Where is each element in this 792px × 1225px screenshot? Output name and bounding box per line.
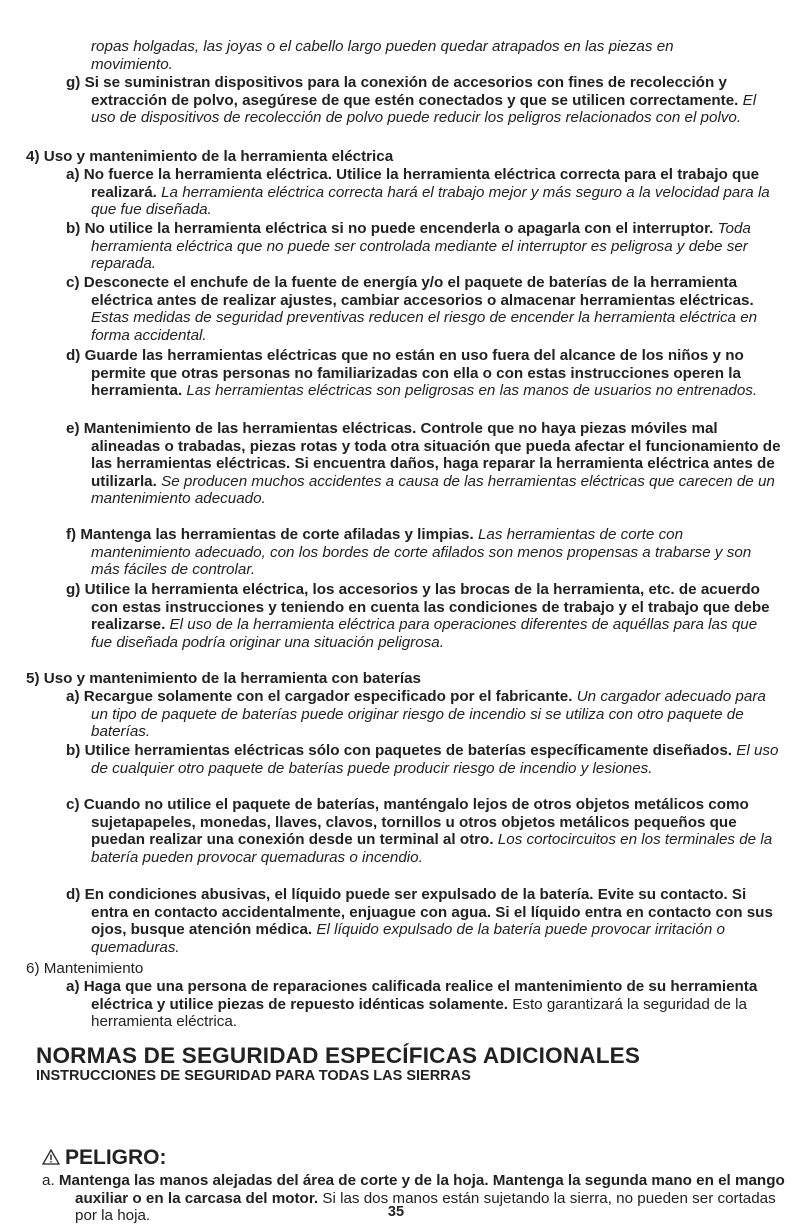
list-item: a) Haga que una persona de reparaciones calificada realice el mantenimiento de su herramienta eléctrica y utilice piezas de repuesto idénticas solamente. Esto garantizará la seguridad de la herramienta eléctrica. (66, 978, 758, 1031)
list-item: a. Mantenga las manos alejadas del área de corte y de la hoja. Mantenga la segunda mano en el mango auxiliar o en la carcasa del motor. Si las dos manos están sujetando la sierra, no pueden ser cortadas por la hoja. (42, 1172, 785, 1225)
normas-title: NORMAS DE SEGURIDAD ESPECÍFICAS ADICIONALES (36, 1043, 641, 1068)
section-heading: 6) Mantenimiento (26, 960, 144, 977)
section-heading: 5) Uso y mantenimiento de la herramienta con baterías (26, 670, 421, 687)
list-item: a) No fuerce la herramienta eléctrica. Utilice la herramienta eléctrica correcta para el trabajo que realizará. La herramienta eléctrica correcta hará el trabajo mejor y más seguro a la velocidad para la que fue diseñada. (66, 166, 770, 219)
list-item: d) Guarde las herramientas eléctricas que no están en uso fuera del alcance de los niños y no permite que otras personas no familiarizadas con ella o con estas instrucciones operen la herramienta. Las herramientas eléctricas son peligrosas en las manos de usuarios no entrenados. (66, 347, 758, 400)
section-heading: 4) Uso y mantenimiento de la herramienta eléctrica (26, 148, 394, 165)
page-number: 35 (387, 1204, 405, 1220)
normas-subtitle: INSTRUCCIONES DE SEGURIDAD PARA TODAS LAS SIERRAS (36, 1068, 471, 1084)
list-item: c) Desconecte el enchufe de la fuente de energía y/o el paquete de baterías de la herramienta eléctrica antes de realizar ajustes, cambiar accesorios o almacenar herramientas eléctricas. Estas medidas de seguridad preventivas reducen el riesgo de encender la herramienta eléctrica en forma accidental. (66, 274, 758, 344)
list-item: b) No utilice la herramienta eléctrica si no puede encenderla o apagarla con el interruptor. Toda herramienta eléctrica que no puede ser controlada mediante el interruptor es peligrosa y debe ser reparada. (66, 220, 751, 273)
list-item: g) Utilice la herramienta eléctrica, los accesorios y las brocas de la herramienta, etc. de acuerdo con estas instrucciones y teniendo en cuenta las condiciones de trabajo y el trabajo que debe realizarse. El uso de la herramienta eléctrica para operaciones diferentes de aquéllas para las que fue diseñada podría originar una situación peligrosa. (66, 581, 770, 651)
list-item: f) Mantenga las herramientas de corte afiladas y limpias. Las herramientas de corte con mantenimiento adecuado, con los bordes de corte afilados son menos propensas a trabarse y son más fáciles de controlar. (66, 526, 752, 579)
list-item: d) En condiciones abusivas, el líquido puede ser expulsado de la batería. Evite su contacto. Si entra en contacto accidentalmente, enjuague con agua. Si el líquido entra en contacto con sus ojos, busque atención médica. El líquido expulsado de la batería puede provocar irritación o quemaduras. (66, 886, 773, 956)
list-item: g) Si se suministran dispositivos para la conexión de accesorios con fines de recolección y extracción de polvo, asegúrese de que estén conectados y que se utilicen correctamente. El uso de dispositivos de recolección de polvo puede reducir los peligros relacionados con el polvo. (66, 74, 757, 127)
warning-triangle-icon (42, 1147, 60, 1171)
list-item: b) Utilice herramientas eléctricas sólo con paquetes de baterías específicamente diseñados. El uso de cualquier otro paquete de baterías puede producir riesgo de incendio y lesiones. (66, 742, 779, 777)
intro-continuation: ropas holgadas, las joyas o el cabello largo pueden quedar atrapados en las piezas en movimiento. (91, 38, 674, 73)
list-item: a) Recargue solamente con el cargador especificado por el fabricante. Un cargador adecuado para un tipo de paquete de baterías puede originar riesgo de incendio si se utiliza con otro paquete de baterías. (66, 688, 766, 741)
list-item: c) Cuando no utilice el paquete de baterías, manténgalo lejos de otros objetos metálicos como sujetapapeles, monedas, llaves, clavos, tornillos u otros objetos metálicos pequeños que puedan realizar una conexión desde un terminal al otro. Los cortocircuitos en los terminales de la batería pueden provocar quemaduras o incendio. (66, 796, 773, 866)
list-item: e) Mantenimiento de las herramientas eléctricas. Controle que no haya piezas móviles mal alineadas o trabadas, piezas rotas y toda otra situación que pueda afectar el funcionamiento de las herramientas eléctricas. Si encuentra daños, haga reparar la herramienta eléctrica antes de utilizarla. Se producen muchos accidentes a causa de las herramientas eléctricas que carecen de un mantenimiento adecuado. (66, 420, 781, 508)
danger-heading: PELIGRO: (42, 1146, 167, 1171)
